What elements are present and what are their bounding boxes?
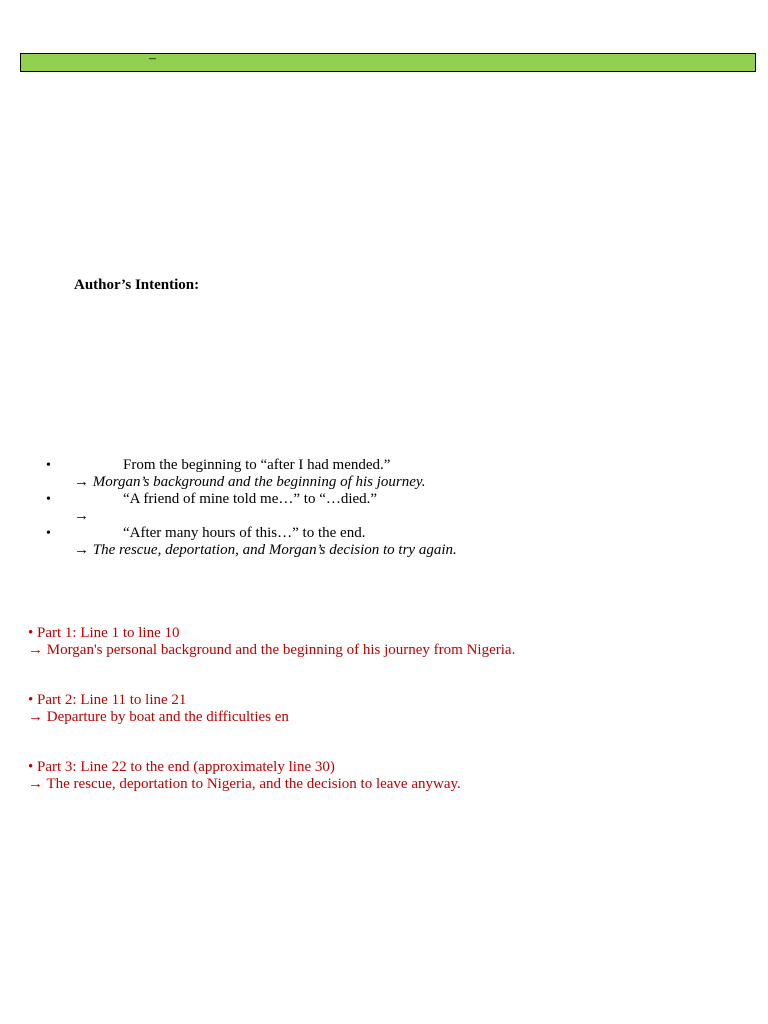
bullet-dot: • <box>46 526 51 541</box>
part-description: → Departure by boat and the difficulties en <box>28 709 289 725</box>
part-heading: • Part 1: Line 1 to line 10 <box>28 625 180 641</box>
part-heading: • Part 2: Line 11 to line 21 <box>28 692 187 708</box>
arrow-icon: → <box>74 474 89 490</box>
part-description: → The rescue, deportation to Nigeria, and the decision to leave anyway. <box>28 776 461 792</box>
part-description: → Morgan's personal background and the beginning of his journey from Nigeria. <box>28 642 516 658</box>
header-bar <box>20 53 756 72</box>
bullet-summary <box>46 508 746 525</box>
bullet-item <box>46 491 746 508</box>
bullet-summary-text: Morgan’s background and the beginning of his journey. <box>92 474 426 490</box>
bullet-text: From the beginning to “after I had mended.” <box>123 457 391 473</box>
part-2-block <box>28 692 748 726</box>
bullet-item <box>46 525 746 542</box>
section-bullet-list <box>46 457 746 559</box>
bullet-text: “A friend of mine told me…” to “…died.” <box>123 491 378 507</box>
bullet-dot: • <box>46 458 51 473</box>
bullet-summary <box>46 542 746 559</box>
bullet-dot: • <box>46 492 51 507</box>
bullet-summary-text: The rescue, deportation, and Morgan’s decision to try again. <box>92 542 457 558</box>
part-3-block <box>28 759 748 793</box>
arrow-icon: → <box>74 508 89 524</box>
arrow-icon: → <box>74 542 89 558</box>
bullet-text: “After many hours of this…” to the end. <box>123 525 366 541</box>
part-1-block <box>28 625 748 659</box>
bullet-item <box>46 457 746 474</box>
part-heading: • Part 3: Line 22 to the end (approximately line 30) <box>28 759 335 775</box>
bullet-summary <box>46 474 746 491</box>
header-dash: – <box>149 51 156 66</box>
authors-intention-heading: Author’s Intention: <box>74 277 200 293</box>
